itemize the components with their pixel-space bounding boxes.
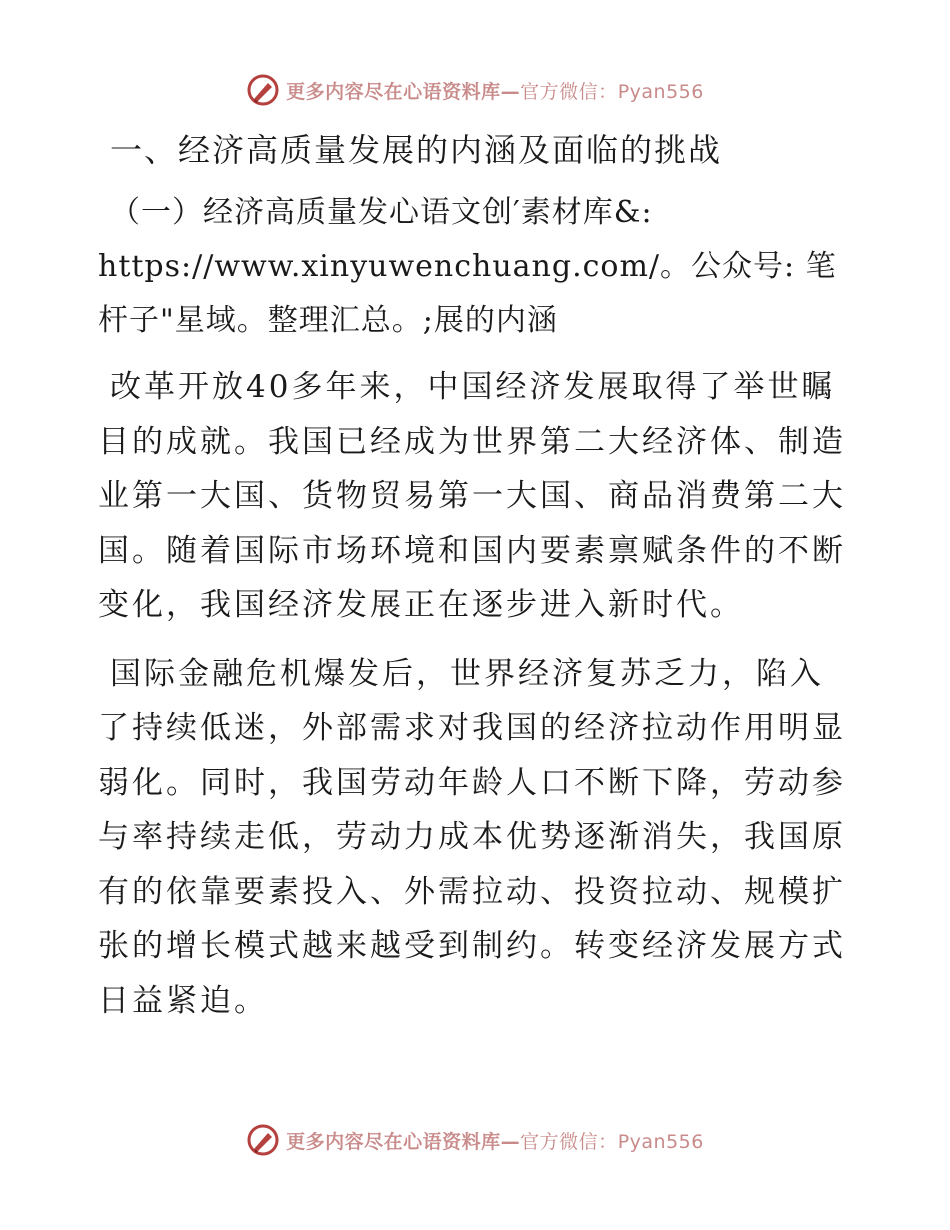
pen-logo-icon xyxy=(246,73,280,107)
banner-wechat-id: Pyan556 xyxy=(617,80,704,103)
banner-wechat-id: Pyan556 xyxy=(617,1130,704,1153)
document-body xyxy=(98,122,858,1042)
section-heading: 一、经济高质量发展的内涵及面临的挑战 xyxy=(110,131,723,169)
subsection-heading xyxy=(98,186,858,348)
paragraph-line: 弱化。同时，我国劳动年龄人口不断下降，劳动参 xyxy=(98,764,846,801)
paragraph-line: 国。随着国际市场环境和国内要素禀赋条件的不断 xyxy=(98,532,846,569)
pen-logo-icon xyxy=(246,1123,280,1157)
paragraph-line: 张的增长模式越来越受到制约。转变经济发展方式 xyxy=(98,928,846,964)
paragraph-line: 改革开放40多年来，中国经济发展取得了举世瞩 xyxy=(110,369,836,405)
header-banner xyxy=(0,70,950,110)
paragraph-line: 有的依靠要素投入、外需拉动、投资拉动、规模扩 xyxy=(98,873,846,910)
banner-text xyxy=(286,77,704,104)
banner-promo: 更多内容尽在心语资料库— xyxy=(286,1130,521,1153)
paragraph-line: 日益紧迫。 xyxy=(98,982,268,1019)
paragraph-line: 了持续低迷，外部需求对我国的经济拉动作用明显 xyxy=(98,710,846,746)
paragraph-line: 与率持续走低，劳动力成本优势逐渐消失，我国原 xyxy=(98,819,846,855)
subheading-line: （一）经济高质量发心语文创′素材库&: xyxy=(110,195,653,230)
banner-wechat-label: 官方微信： xyxy=(520,80,618,103)
paragraph-1 xyxy=(98,360,858,633)
paragraph-line: 目的成就。我国已经成为世界第二大经济体、制造 xyxy=(98,423,846,460)
banner-text xyxy=(286,1127,704,1154)
banner-promo: 更多内容尽在心语资料库— xyxy=(286,80,521,103)
subheading-line: 杆子"星域。整理汇总。;展的内涵 xyxy=(98,303,558,338)
footer-banner xyxy=(0,1120,950,1160)
banner-wechat-label: 官方微信： xyxy=(520,1130,618,1153)
paragraph-line: 国际金融危机爆发后，世界经济复苏乏力，陷入 xyxy=(110,655,824,692)
paragraph-line: 业第一大国、货物贸易第一大国、商品消费第二大 xyxy=(98,478,846,514)
subheading-line: https://www.xinyuwenchuang.com/。公众号: 笔 xyxy=(98,249,837,284)
paragraph-line: 变化，我国经济发展正在逐步进入新时代。 xyxy=(98,587,744,623)
paragraph-2 xyxy=(98,647,858,1029)
